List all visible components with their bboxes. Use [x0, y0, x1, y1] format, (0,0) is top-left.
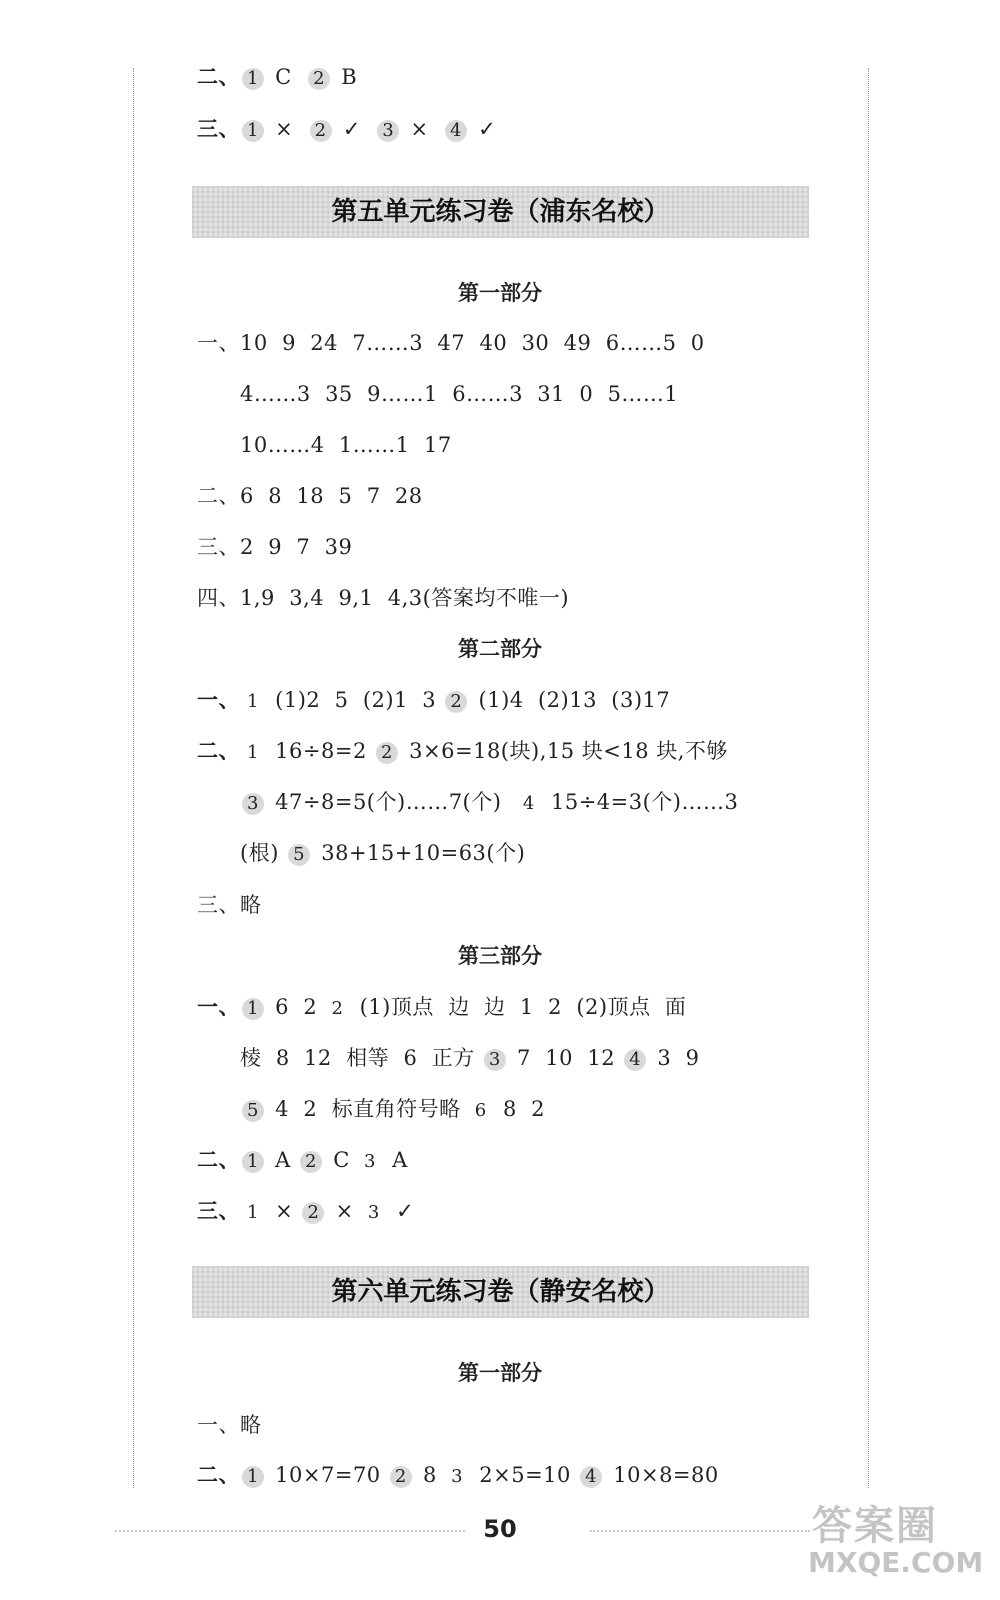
answer-line: 二、6 8 18 5 7 28 [197, 484, 423, 508]
answer-text: C [326, 1148, 357, 1172]
item-number: 4 [445, 120, 467, 142]
answer-line: 三、略 [197, 893, 262, 917]
answer-line [197, 992, 686, 1022]
answer-text: 15÷4=3(个)……3 [543, 790, 739, 814]
item-number: 3 [367, 1202, 380, 1223]
answer-text: 16÷8=2 [268, 739, 374, 763]
answer-line-top-1 [197, 62, 357, 92]
answer-text: × [328, 1199, 361, 1223]
item-number: 1 [247, 1202, 259, 1223]
answer-line: 4……3 35 9……1 6……3 31 0 5……1 [240, 382, 679, 406]
answer-text: A [384, 1148, 408, 1172]
item-number: 1 [242, 998, 264, 1020]
item-number: 3 [484, 1049, 506, 1071]
watermark-logo [808, 1494, 983, 1594]
item-number: 1 [242, 1466, 264, 1488]
unit5-part1-title: 第一部分 [458, 281, 542, 305]
unit5-part3-title: 第三部分 [458, 944, 542, 968]
item-number: 4 [522, 793, 535, 814]
item-number: 4 [624, 1049, 646, 1071]
answer-text: C [268, 65, 292, 89]
item-number: 2 [390, 1466, 412, 1488]
item-number: 3 [242, 793, 264, 815]
answer-text: × [268, 1199, 301, 1223]
unit6-title: 第六单元练习卷（静安名校） [331, 1277, 670, 1307]
unit5-banner [192, 186, 809, 238]
answer-text: 棱 8 12 相等 6 正方 [240, 1046, 482, 1070]
item-number: 2 [331, 998, 344, 1019]
answer-text: × [268, 117, 294, 141]
watermark-chinese: 答案圈 [812, 1503, 938, 1549]
item-number: 6 [474, 1100, 487, 1121]
item-number: 1 [247, 691, 259, 712]
answer-line [240, 787, 738, 817]
answer-line: 三、2 9 7 39 [197, 535, 353, 559]
answer-line: 10……4 1……1 17 [240, 433, 452, 457]
question-head: 三、 [197, 1198, 240, 1223]
unit6-banner [192, 1266, 809, 1318]
answer-text: × [403, 117, 429, 141]
answer-text: ✓ [470, 117, 497, 141]
answer-text: (根) [240, 841, 287, 865]
unit5-part2-title: 第二部分 [458, 637, 542, 661]
item-number: 1 [242, 120, 264, 142]
item-number: 5 [242, 1100, 264, 1122]
answer-line [197, 685, 670, 715]
answer-text: 8 2 [495, 1097, 546, 1121]
page-number: 50 [483, 1515, 517, 1543]
item-number: 2 [310, 120, 332, 142]
item-number: 5 [288, 844, 310, 866]
question-head: 一、 [197, 687, 240, 712]
answer-line [240, 1094, 545, 1124]
item-number: 2 [302, 1202, 324, 1224]
item-number: 2 [308, 68, 330, 90]
answer-text: 10×8=80 [606, 1463, 719, 1487]
answer-text: 3 9 [650, 1046, 700, 1070]
answer-text: (1)顶点 边 边 1 2 (2)顶点 面 [352, 995, 687, 1019]
item-number: 3 [451, 1466, 464, 1487]
answer-text: (1)4 (2)13 (3)17 [471, 688, 671, 712]
unit5-title: 第五单元练习卷（浦东名校） [331, 197, 670, 227]
item-number: 1 [242, 68, 264, 90]
unit6-part1-title: 第一部分 [458, 1361, 542, 1385]
item-number: 1 [242, 1151, 264, 1173]
question-head: 三、 [197, 116, 240, 141]
answer-line-top-2 [197, 114, 496, 144]
answer-text: 10×7=70 [268, 1463, 388, 1487]
answer-text: ✓ [335, 117, 361, 141]
answer-text: 7 10 12 [509, 1046, 623, 1070]
answer-line: 一、略 [197, 1413, 262, 1437]
answer-text: A [268, 1148, 299, 1172]
answer-text: 2×5=10 [472, 1463, 579, 1487]
answer-line: 一、10 9 24 7……3 47 40 30 49 6……5 0 [197, 331, 705, 355]
answer-text: ✓ [388, 1199, 415, 1223]
answer-line [197, 1460, 719, 1490]
answer-text: 8 [415, 1463, 445, 1487]
item-number: 3 [377, 120, 399, 142]
answer-line: 四、1,9 3,4 9,1 4,3(答案均不唯一) [197, 586, 570, 610]
answer-line [197, 1196, 414, 1226]
item-number: 2 [300, 1151, 322, 1173]
answer-line [197, 736, 728, 766]
question-head: 一、 [197, 994, 240, 1019]
item-number: 3 [363, 1151, 376, 1172]
question-head: 二、 [197, 738, 240, 763]
watermark-url: MXQE.COM [808, 1546, 984, 1579]
question-head: 二、 [197, 1462, 240, 1487]
answer-text: (1)2 5 (2)1 3 [268, 688, 444, 712]
question-head: 二、 [197, 64, 240, 89]
answer-text: 4 2 标直角符号略 [268, 1097, 468, 1121]
item-number: 2 [376, 742, 398, 764]
question-head: 二、 [197, 1147, 240, 1172]
answer-line [197, 1145, 408, 1175]
answer-text: 38+15+10=63(个) [314, 841, 526, 865]
answer-text: 6 2 [268, 995, 325, 1019]
answer-text: 3×6=18(块),15 块<18 块,不够 [402, 739, 728, 763]
item-number: 2 [445, 691, 467, 713]
item-number: 1 [247, 742, 259, 763]
answer-line [240, 838, 525, 868]
item-number: 4 [580, 1466, 602, 1488]
answer-line [240, 1043, 699, 1073]
answer-text: B [334, 65, 358, 89]
answer-text: 47÷8=5(个)……7(个) [268, 790, 516, 814]
